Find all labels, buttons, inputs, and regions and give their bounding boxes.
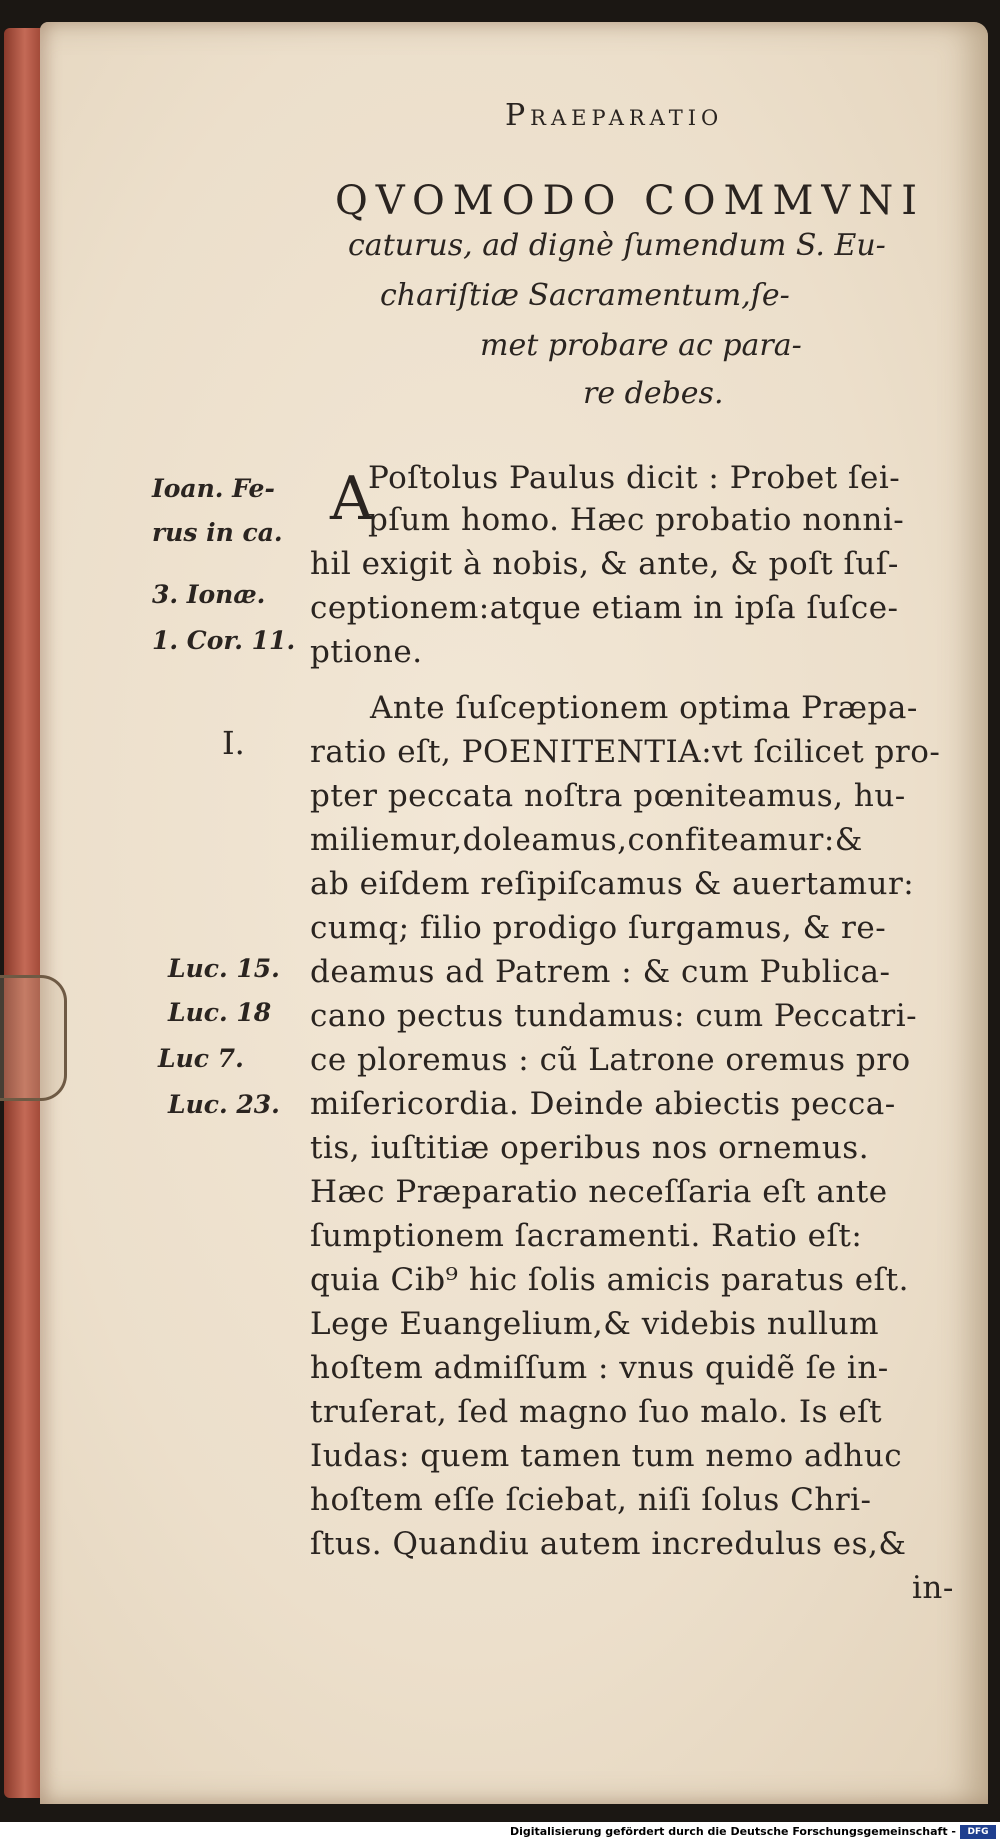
footer-credit: Digitalisierung gefördert durch die Deutsche Forschungsgemeinschaft - [509,1825,956,1838]
title-line-4: met probare ac para- [480,328,802,363]
body-line: cano pectus tundamus: cum Peccatri- [310,998,918,1034]
margin-note: 3. Ionæ. [152,580,266,609]
body-line: truſerat, ſed magno ſuo malo. Is eſt [310,1394,883,1430]
body-line: Ante ſuſceptionem optima Præpa- [370,690,918,726]
body-line: tis, iuſtitiæ operibus nos ornemus. [310,1130,870,1166]
body-line: ratio eſt, POENITENTIA:vt ſcilicet pro- [310,734,941,770]
body-line: miliemur,doleamus,confiteamur:& [310,822,863,858]
margin-note: 1. Cor. 11. [152,626,296,655]
body-line: Iudas: quem tamen tum nemo adhuc [310,1438,903,1474]
margin-note: Luc. 15. [168,954,280,983]
body-line: Hæc Præparatio neceſſaria eſt ante [310,1174,888,1210]
body-line: hoſtem admiſſum : vnus quidẽ ſe in- [310,1350,889,1386]
body-line: ab eiſdem reſipiſcamus & auertamur: [310,866,915,902]
body-line: deamus ad Patrem : & cum Publica- [310,954,891,990]
body-line: pter peccata noſtra pœniteamus, hu- [310,778,906,814]
drop-cap: A [330,464,374,534]
margin-note: Luc. 18 [168,998,272,1027]
body-line: pſum homo. Hæc probatio nonni- [368,502,905,538]
title-line-3: chariſtiæ Sacramentum,ſe- [380,278,790,313]
body-line: ceptionem:atque etiam in ipſa ſuſce- [310,590,899,626]
body-line: miſericordia. Deinde abiectis pecca- [310,1086,896,1122]
body-line: ptione. [310,634,423,670]
body-line: Lege Euangelium,& videbis nullum [310,1306,879,1342]
margin-note: rus in ca. [152,518,283,547]
title-line-5: re debes. [583,376,724,411]
title-line-1: QVOMODO COMMVNI [335,178,926,224]
title-line-2: caturus, ad dignè ſumendum S. Eu- [348,228,886,263]
body-line: ce ploremus : cũ Latrone oremus pro [310,1042,911,1078]
running-head: Praeparatio [505,98,724,133]
body-line: hoſtem eſſe ſciebat, niſi ſolus Chri- [310,1482,872,1518]
margin-note: Luc 7. [158,1044,244,1073]
margin-note: Ioan. Fe- [152,474,275,503]
body-line: in- [912,1570,954,1606]
body-line: ſumptionem ſacramenti. Ratio eſt: [310,1218,863,1254]
dfg-logo-icon: DFG [960,1825,996,1839]
body-line: Poſtolus Paulus dicit : Probet ſei- [368,460,901,496]
book-clasp [0,975,67,1101]
body-line: ſtus. Quandiu autem incredulus es,& [310,1526,907,1562]
body-line: cumq; filio prodigo ſurgamus, & re- [310,910,887,946]
margin-note: Luc. 23. [168,1090,280,1119]
body-line: quia Cib⁹ hic ſolis amicis paratus eſt. [310,1262,909,1298]
body-line: hil exigit à nobis, & ante, & poſt ſuſ- [310,546,899,582]
section-number: I. [222,724,245,762]
